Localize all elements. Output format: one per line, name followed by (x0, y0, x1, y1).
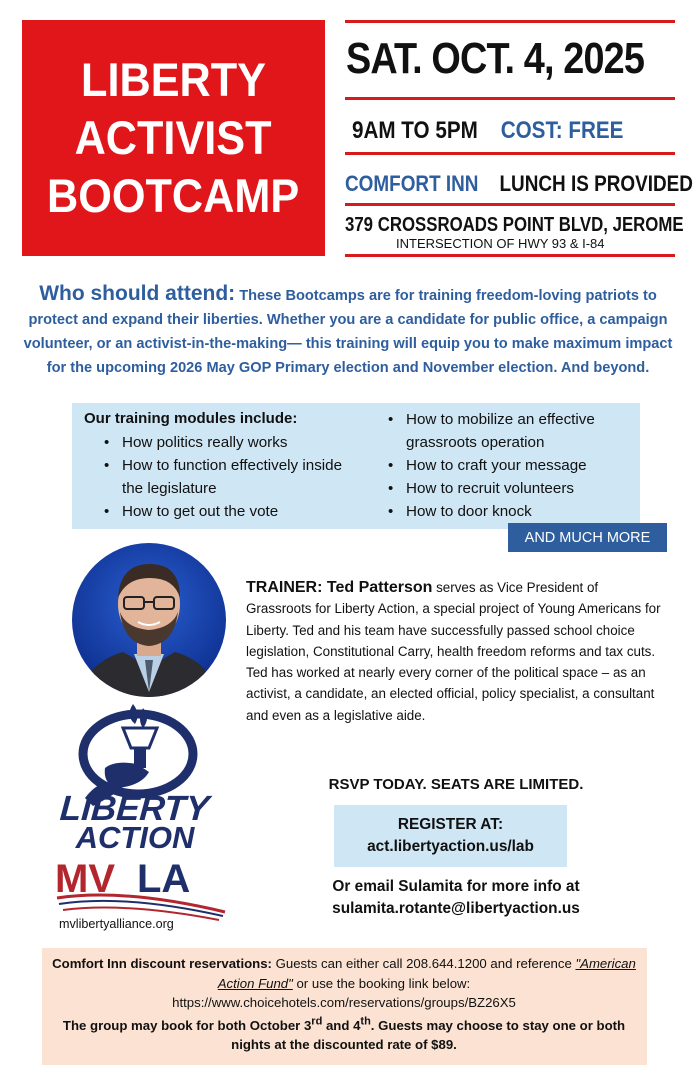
module-item: • How politics really works (100, 431, 350, 454)
rsvp-text: RSVP TODAY. SEATS ARE LIMITED. (328, 776, 584, 793)
title-box (22, 20, 325, 256)
comfort-sup: th (360, 1015, 371, 1028)
module-item: • How to mobilize an effective grassroots operation (384, 408, 634, 454)
module-item: • How to function effectively inside the legislature (100, 454, 350, 500)
event-cost: COST: FREE (500, 117, 624, 144)
event-time: 9AM TO 5PM (352, 117, 478, 144)
mvla-mv-text: MV (55, 857, 115, 901)
divider (345, 20, 675, 23)
who-text: These Bootcamps are for training freedom-loving patriots to protect and expand their liberties. Whether you are a candidate for public office, a campaign volunteer, or an activist-in-the-making— this training will equip you to make maximum impact for the upcoming 2026 May GOP Primary election and November election. And beyond. (23, 288, 673, 376)
mvla-website: mvlibertyalliance.org (59, 917, 174, 931)
module-item: • How to door knock (384, 500, 634, 523)
comfort-dates (62, 1015, 626, 1053)
comfort-sup: rd (311, 1015, 323, 1028)
register-url[interactable]: act.libertyaction.us/lab (367, 838, 534, 855)
register-label: REGISTER AT: (397, 816, 504, 833)
event-address: 379 CROSSROADS POINT BLVD, JEROME (345, 214, 684, 236)
modules-list-right (384, 408, 634, 523)
module-item: • How to craft your message (384, 454, 634, 477)
booking-link[interactable]: https://www.choicehotels.com/reservations/groups/BZ26X5 (172, 995, 516, 1010)
comfort-dates-text: The group may book for both October 3 (62, 1017, 312, 1033)
who-should-attend (22, 282, 674, 380)
logo-action-text: ACTION (75, 820, 195, 855)
comfort-text: Guests can either call 208.644.1200 and reference (271, 956, 576, 971)
trainer-label: TRAINER: Ted Patterson (246, 579, 433, 596)
email-info (246, 876, 666, 920)
comfort-lead: Comfort Inn discount reservations: (52, 956, 272, 971)
logo-liberty-text: LIBERTY (58, 789, 211, 828)
event-time-cost (352, 117, 623, 145)
module-item: • How to recruit volunteers (384, 477, 634, 500)
and-much-more-badge: AND MUCH MORE (508, 523, 667, 552)
comfort-dates-text: . Guests may choose to stay one or both nights at the discounted rate of $89. (231, 1017, 626, 1053)
mvla-la-text: LA (137, 857, 191, 901)
event-venue: COMFORT INN (345, 171, 479, 196)
event-lunch: LUNCH IS PROVIDED (499, 171, 693, 196)
modules-list-left (100, 431, 350, 523)
divider (345, 254, 675, 257)
liberty-action-logo (45, 702, 245, 932)
modules-heading: Our training modules include: (84, 410, 298, 427)
title-line-3: BOOTCAMP (47, 169, 300, 222)
event-venue-lunch (345, 171, 693, 197)
title-line-1: LIBERTY (81, 53, 266, 106)
title-line-2: ACTIVIST (75, 111, 272, 164)
comfort-inn-text (44, 954, 644, 1055)
divider (345, 203, 675, 206)
email-line: Or email Sulamita for more info at (332, 878, 580, 895)
email-address[interactable]: sulamita.rotante@libertyaction.us (332, 900, 580, 917)
event-date: SAT. OCT. 4, 2025 (346, 34, 645, 83)
comfort-dates-text: and 4 (322, 1017, 361, 1033)
comfort-ref: "American Action Fund" (217, 956, 636, 991)
trainer-photo (68, 542, 231, 697)
register-box (334, 805, 567, 867)
module-item: • How to get out the vote (100, 500, 350, 523)
comfort-text: or use the booking link below: (292, 975, 471, 991)
divider (345, 97, 675, 100)
divider (345, 152, 675, 155)
who-lead: Who should attend: (39, 282, 236, 305)
trainer-bio (246, 577, 666, 726)
event-intersection: INTERSECTION OF HWY 93 & I-84 (396, 236, 605, 251)
trainer-text: serves as Vice President of Grassroots for Liberty Action, a special project of Young Americans for Liberty. Ted and his team have successfully passed school choice legislation, Constitutional Carry, health freedom reforms and tax cuts. Ted has worked at nearly every corner of the political space – as an activist, a candidate, an elected official, policy specialist, a consultant and even as a legislative aide. (246, 580, 661, 723)
